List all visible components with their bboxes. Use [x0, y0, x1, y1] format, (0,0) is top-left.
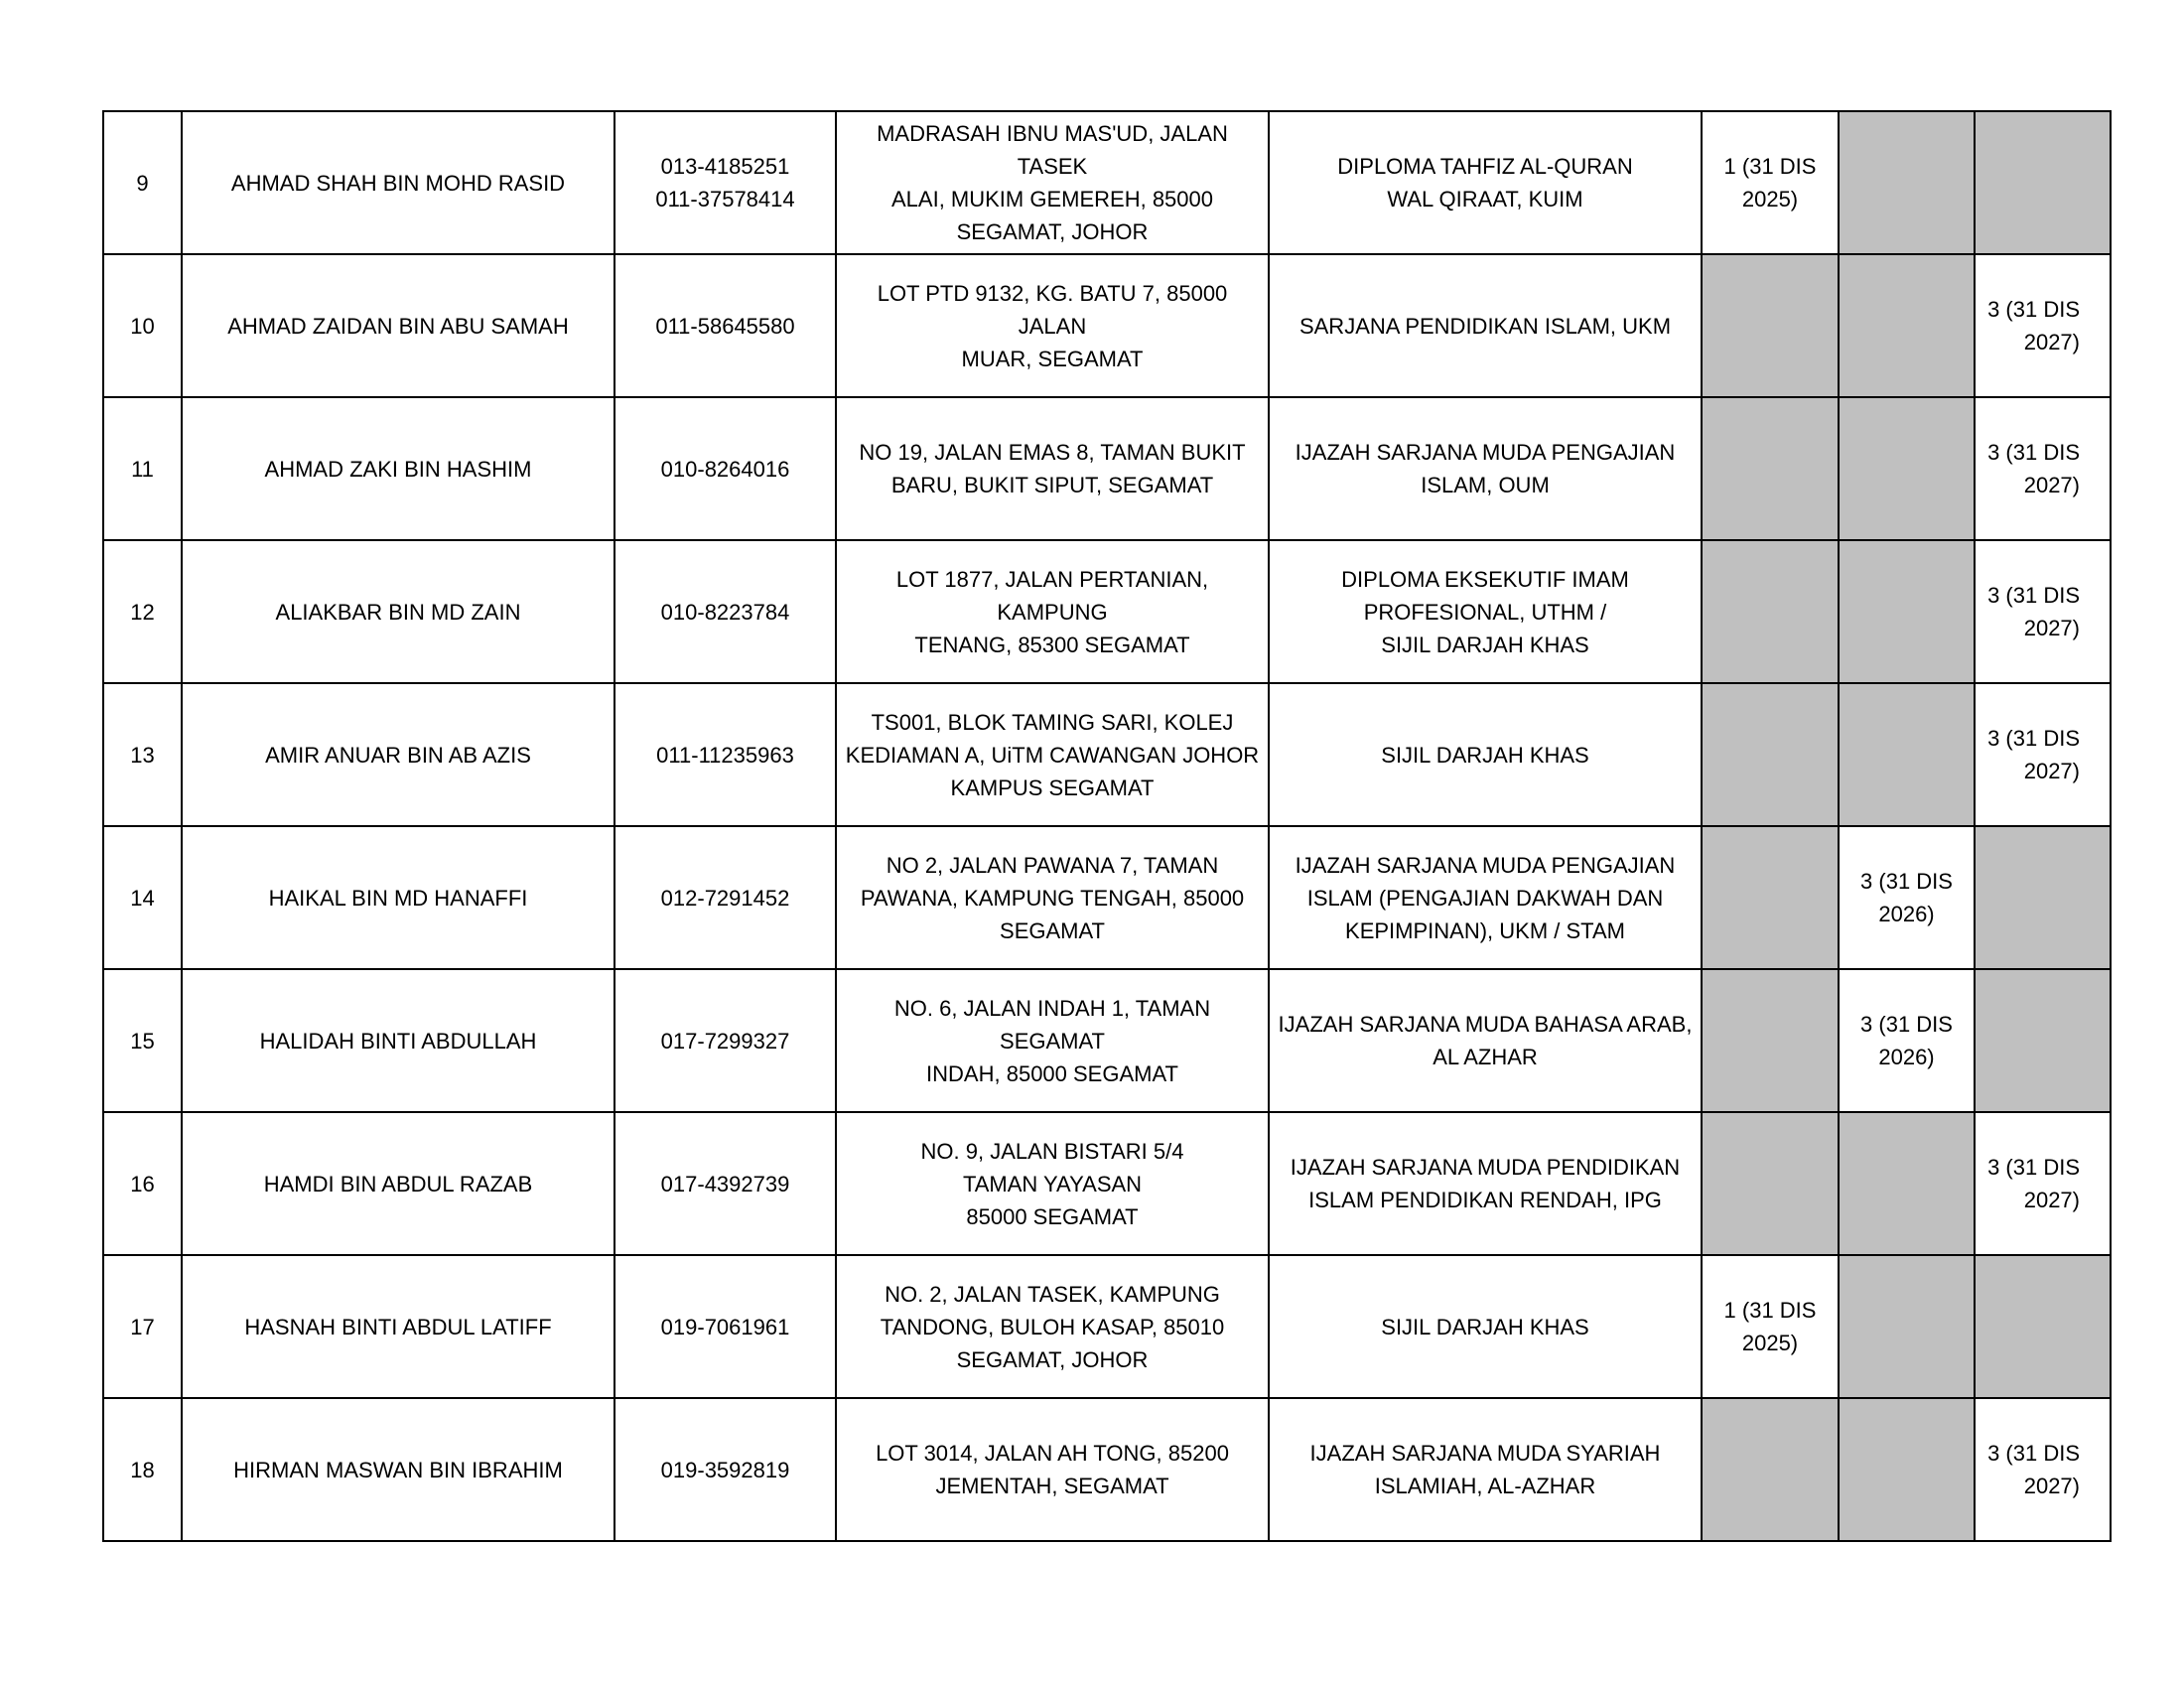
name-cell: HAMDI BIN ABDUL RAZAB	[182, 1112, 614, 1255]
row-number: 18	[103, 1398, 182, 1541]
row-number: 13	[103, 683, 182, 826]
records-table	[102, 110, 2112, 1542]
phone-cell: 019-7061961	[614, 1255, 836, 1398]
address-cell: NO 2, JALAN PAWANA 7, TAMAN PAWANA, KAMPUNG TENGAH, 85000 SEGAMAT	[836, 826, 1269, 969]
term-1-cell	[1702, 683, 1839, 826]
table-row	[103, 540, 2111, 683]
address-cell: NO. 9, JALAN BISTARI 5/4 TAMAN YAYASAN 85000 SEGAMAT	[836, 1112, 1269, 1255]
table-row	[103, 1112, 2111, 1255]
table-row	[103, 1255, 2111, 1398]
address-cell: LOT PTD 9132, KG. BATU 7, 85000 JALAN MUAR, SEGAMAT	[836, 254, 1269, 397]
phone-cell: 012-7291452	[614, 826, 836, 969]
term-3-cell: 3 (31 DIS 2027)	[1975, 1398, 2111, 1541]
qualification-cell: IJAZAH SARJANA MUDA PENGAJIAN ISLAM, OUM	[1269, 397, 1702, 540]
term-2-cell: 3 (31 DIS 2026)	[1839, 969, 1975, 1112]
term-2-cell	[1839, 1112, 1975, 1255]
row-number: 14	[103, 826, 182, 969]
table-row	[103, 969, 2111, 1112]
term-1-cell	[1702, 254, 1839, 397]
term-2-cell: 3 (31 DIS 2026)	[1839, 826, 1975, 969]
table-row	[103, 111, 2111, 254]
row-number: 11	[103, 397, 182, 540]
row-number: 17	[103, 1255, 182, 1398]
name-cell: HALIDAH BINTI ABDULLAH	[182, 969, 614, 1112]
term-1-cell	[1702, 826, 1839, 969]
term-3-cell	[1975, 826, 2111, 969]
name-cell: AMIR ANUAR BIN AB AZIS	[182, 683, 614, 826]
row-number: 15	[103, 969, 182, 1112]
phone-cell: 010-8264016	[614, 397, 836, 540]
name-cell: HASNAH BINTI ABDUL LATIFF	[182, 1255, 614, 1398]
name-cell: AHMAD ZAKI BIN HASHIM	[182, 397, 614, 540]
term-2-cell	[1839, 683, 1975, 826]
qualification-cell: DIPLOMA TAHFIZ AL-QURAN WAL QIRAAT, KUIM	[1269, 111, 1702, 254]
row-number: 9	[103, 111, 182, 254]
qualification-cell: SARJANA PENDIDIKAN ISLAM, UKM	[1269, 254, 1702, 397]
term-3-cell: 3 (31 DIS 2027)	[1975, 1112, 2111, 1255]
term-1-cell	[1702, 1112, 1839, 1255]
table-row	[103, 826, 2111, 969]
term-2-cell	[1839, 111, 1975, 254]
term-2-cell	[1839, 397, 1975, 540]
address-cell: NO. 6, JALAN INDAH 1, TAMAN SEGAMAT INDAH, 85000 SEGAMAT	[836, 969, 1269, 1112]
term-1-cell: 1 (31 DIS 2025)	[1702, 111, 1839, 254]
row-number: 12	[103, 540, 182, 683]
term-3-cell	[1975, 1255, 2111, 1398]
phone-cell: 017-7299327	[614, 969, 836, 1112]
table-row	[103, 683, 2111, 826]
qualification-cell: IJAZAH SARJANA MUDA BAHASA ARAB, AL AZHAR	[1269, 969, 1702, 1112]
phone-cell: 017-4392739	[614, 1112, 836, 1255]
table-row	[103, 397, 2111, 540]
address-cell: NO 19, JALAN EMAS 8, TAMAN BUKIT BARU, BUKIT SIPUT, SEGAMAT	[836, 397, 1269, 540]
qualification-cell: IJAZAH SARJANA MUDA SYARIAH ISLAMIAH, AL-AZHAR	[1269, 1398, 1702, 1541]
term-3-cell	[1975, 111, 2111, 254]
qualification-cell: DIPLOMA EKSEKUTIF IMAM PROFESIONAL, UTHM / SIJIL DARJAH KHAS	[1269, 540, 1702, 683]
row-number: 10	[103, 254, 182, 397]
phone-cell: 019-3592819	[614, 1398, 836, 1541]
term-2-cell	[1839, 540, 1975, 683]
qualification-cell: SIJIL DARJAH KHAS	[1269, 1255, 1702, 1398]
term-2-cell	[1839, 1398, 1975, 1541]
term-1-cell	[1702, 540, 1839, 683]
table-row	[103, 254, 2111, 397]
term-1-cell	[1702, 1398, 1839, 1541]
term-1-cell: 1 (31 DIS 2025)	[1702, 1255, 1839, 1398]
address-cell: MADRASAH IBNU MAS'UD, JALAN TASEK ALAI, MUKIM GEMEREH, 85000 SEGAMAT, JOHOR	[836, 111, 1269, 254]
term-3-cell: 3 (31 DIS 2027)	[1975, 683, 2111, 826]
phone-cell: 010-8223784	[614, 540, 836, 683]
name-cell: HIRMAN MASWAN BIN IBRAHIM	[182, 1398, 614, 1541]
address-cell: TS001, BLOK TAMING SARI, KOLEJ KEDIAMAN A, UiTM CAWANGAN JOHOR KAMPUS SEGAMAT	[836, 683, 1269, 826]
qualification-cell: IJAZAH SARJANA MUDA PENGAJIAN ISLAM (PENGAJIAN DAKWAH DAN KEPIMPINAN), UKM / STAM	[1269, 826, 1702, 969]
term-3-cell: 3 (31 DIS 2027)	[1975, 397, 2111, 540]
row-number: 16	[103, 1112, 182, 1255]
phone-cell: 013-4185251 011-37578414	[614, 111, 836, 254]
address-cell: LOT 1877, JALAN PERTANIAN, KAMPUNG TENANG, 85300 SEGAMAT	[836, 540, 1269, 683]
phone-cell: 011-11235963	[614, 683, 836, 826]
term-2-cell	[1839, 254, 1975, 397]
name-cell: AHMAD SHAH BIN MOHD RASID	[182, 111, 614, 254]
address-cell: NO. 2, JALAN TASEK, KAMPUNG TANDONG, BULOH KASAP, 85010 SEGAMAT, JOHOR	[836, 1255, 1269, 1398]
term-1-cell	[1702, 397, 1839, 540]
term-3-cell	[1975, 969, 2111, 1112]
term-1-cell	[1702, 969, 1839, 1112]
qualification-cell: SIJIL DARJAH KHAS	[1269, 683, 1702, 826]
address-cell: LOT 3014, JALAN AH TONG, 85200 JEMENTAH, SEGAMAT	[836, 1398, 1269, 1541]
term-3-cell: 3 (31 DIS 2027)	[1975, 540, 2111, 683]
name-cell: AHMAD ZAIDAN BIN ABU SAMAH	[182, 254, 614, 397]
phone-cell: 011-58645580	[614, 254, 836, 397]
term-3-cell: 3 (31 DIS 2027)	[1975, 254, 2111, 397]
name-cell: HAIKAL BIN MD HANAFFI	[182, 826, 614, 969]
name-cell: ALIAKBAR BIN MD ZAIN	[182, 540, 614, 683]
table-row	[103, 1398, 2111, 1541]
qualification-cell: IJAZAH SARJANA MUDA PENDIDIKAN ISLAM PENDIDIKAN RENDAH, IPG	[1269, 1112, 1702, 1255]
term-2-cell	[1839, 1255, 1975, 1398]
